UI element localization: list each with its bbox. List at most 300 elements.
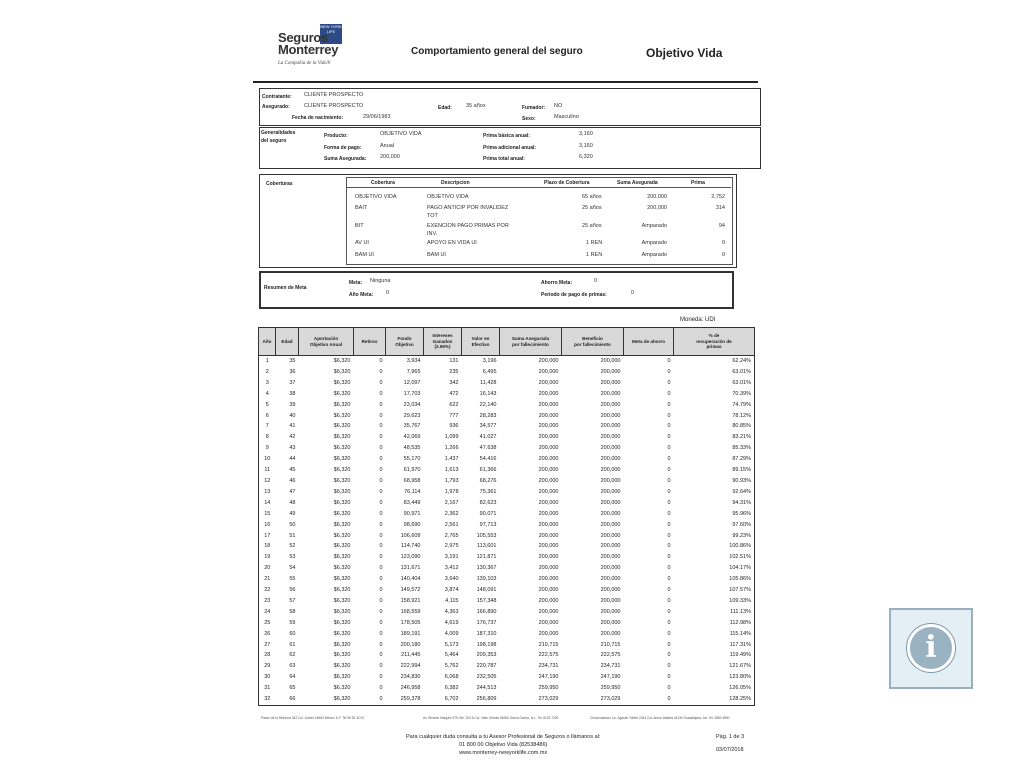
table-cell: $6,320 bbox=[333, 521, 351, 528]
table-cell: 48 bbox=[289, 499, 296, 506]
table-cell: $6,320 bbox=[333, 456, 351, 463]
table-cell: 2,561 bbox=[444, 521, 459, 528]
table-cell: 1,978 bbox=[444, 488, 459, 495]
table-cell: 0 bbox=[379, 543, 383, 550]
header-rule bbox=[253, 81, 758, 83]
cov-row-cobertura: BAIT bbox=[355, 205, 368, 211]
table-cell: 90.93% bbox=[732, 477, 751, 484]
table-row bbox=[259, 650, 755, 661]
table-cell: 119.49% bbox=[729, 652, 751, 659]
table-cell: $6,320 bbox=[333, 445, 351, 452]
table-cell: 1,613 bbox=[444, 467, 459, 474]
table-cell: 56 bbox=[289, 587, 296, 594]
table-cell: 54,416 bbox=[479, 456, 497, 463]
table-cell: 11 bbox=[264, 467, 271, 474]
table-cell: 23 bbox=[264, 597, 271, 604]
table-cell: 63.01% bbox=[732, 368, 751, 375]
table-cell: 42,069 bbox=[403, 434, 421, 441]
table-cell: 90,071 bbox=[479, 510, 497, 517]
table-cell: 13 bbox=[264, 488, 271, 495]
table-cell: 0 bbox=[667, 685, 671, 692]
table-cell: $6,320 bbox=[333, 587, 351, 594]
table-cell: 55,170 bbox=[403, 456, 421, 463]
table-cell: 0 bbox=[379, 445, 383, 452]
table-cell: 0 bbox=[379, 641, 383, 648]
table-cell: 83,449 bbox=[403, 499, 421, 506]
asegurado-value: CLIENTE PROSPECTO bbox=[304, 103, 364, 109]
table-cell: 0 bbox=[379, 532, 383, 539]
table-cell: 200,000 bbox=[538, 445, 559, 452]
table-cell: 68,276 bbox=[479, 477, 497, 484]
column-header: Edad bbox=[276, 328, 299, 356]
table-cell: 189,191 bbox=[400, 630, 421, 637]
cov-row-descripcion: BAM UI bbox=[427, 252, 446, 258]
table-cell: 3 bbox=[265, 379, 269, 386]
table-cell: 234,731 bbox=[538, 663, 559, 670]
table-cell: 198,198 bbox=[476, 641, 497, 648]
cov-row-plazo: 1 REN bbox=[586, 240, 603, 246]
forma-pago-value: Anual bbox=[380, 143, 395, 149]
table-cell: 23,034 bbox=[403, 401, 421, 408]
table-cell: 0 bbox=[667, 576, 671, 583]
table-cell: 39 bbox=[289, 401, 296, 408]
page-number: Pág. 1 de 3 bbox=[716, 734, 745, 740]
table-cell: 35 bbox=[289, 358, 296, 364]
table-cell: 0 bbox=[379, 587, 383, 594]
table-cell: 0 bbox=[667, 674, 671, 681]
table-cell: 176,737 bbox=[476, 619, 497, 626]
table-cell: 5,173 bbox=[444, 641, 459, 648]
table-cell: 19 bbox=[264, 554, 271, 561]
document-title: Comportamiento general del seguro bbox=[411, 46, 583, 57]
cov-row-descripcion-cont: INV. bbox=[427, 231, 438, 237]
table-cell: 59 bbox=[289, 619, 296, 626]
table-cell: 0 bbox=[667, 554, 671, 561]
table-cell: 94.31% bbox=[732, 499, 751, 506]
table-cell: 158,921 bbox=[400, 597, 421, 604]
table-cell: 7 bbox=[265, 423, 269, 430]
table-cell: 28 bbox=[264, 652, 271, 659]
table-cell: 4,115 bbox=[445, 597, 459, 604]
table-cell: $6,320 bbox=[333, 390, 351, 397]
table-cell: 273,029 bbox=[600, 696, 621, 703]
table-cell: 200,000 bbox=[538, 510, 559, 517]
table-cell: 68,958 bbox=[403, 477, 421, 484]
table-cell: $6,320 bbox=[333, 358, 351, 364]
asegurado-label: Asegurado: bbox=[262, 104, 290, 110]
prima-total-value: 6,320 bbox=[579, 154, 593, 160]
table-cell: 0 bbox=[667, 390, 671, 397]
table-cell: 0 bbox=[379, 390, 383, 397]
table-cell: 37 bbox=[289, 379, 296, 386]
column-header: Beneficio por fallecimiento bbox=[562, 328, 624, 356]
meta-section-label: Resumen de Meta bbox=[264, 285, 307, 291]
table-cell: 0 bbox=[667, 423, 671, 430]
table-cell: 97.60% bbox=[732, 521, 751, 528]
column-header: Meta de ahorro bbox=[624, 328, 674, 356]
table-cell: 200,000 bbox=[538, 358, 559, 364]
footer-contact-line-1: Para cualquier duda consulta a tu Asesor Profesional de Seguros o llámanos al: bbox=[406, 734, 601, 740]
table-row bbox=[259, 356, 755, 367]
table-row bbox=[259, 596, 755, 607]
table-cell: 42 bbox=[289, 434, 296, 441]
table-cell: 0 bbox=[667, 467, 671, 474]
table-cell: 200,000 bbox=[538, 488, 559, 495]
table-cell: 472 bbox=[449, 390, 459, 397]
footer-phone: 01 800 00 Objetivo Vida (82538486) bbox=[459, 742, 548, 748]
table-cell: $6,320 bbox=[333, 576, 351, 583]
table-cell: 273,029 bbox=[538, 696, 559, 703]
cov-header-suma: Suma Asegurada bbox=[617, 180, 658, 186]
table-cell: 168,559 bbox=[400, 608, 421, 615]
table-cell: 200,000 bbox=[600, 499, 621, 506]
table-row bbox=[259, 640, 755, 651]
cov-row-cobertura: OBJETIVO VIDA bbox=[355, 194, 397, 200]
table-cell: $6,320 bbox=[333, 412, 351, 419]
table-cell: 200,000 bbox=[538, 423, 559, 430]
table-cell: 26 bbox=[264, 630, 271, 637]
table-cell: 76,114 bbox=[404, 488, 421, 495]
prima-total-label: Prima total anual: bbox=[483, 156, 525, 162]
table-cell: 4,619 bbox=[444, 619, 459, 626]
table-cell: 0 bbox=[667, 521, 671, 528]
table-row bbox=[259, 465, 755, 476]
table-cell: 200,000 bbox=[538, 608, 559, 615]
table-cell: $6,320 bbox=[333, 379, 351, 386]
table-cell: 121,871 bbox=[476, 554, 497, 561]
table-cell: 16,143 bbox=[479, 390, 497, 397]
table-cell: $6,320 bbox=[333, 685, 351, 692]
logo-line-1: Seguros bbox=[278, 30, 328, 45]
table-cell: 47 bbox=[289, 488, 296, 495]
table-cell: 0 bbox=[379, 630, 383, 637]
cov-row-prima: 0 bbox=[721, 252, 725, 258]
producto-label: Producto: bbox=[324, 133, 348, 139]
table-cell: 27 bbox=[264, 641, 271, 648]
table-cell: 200,000 bbox=[600, 401, 621, 408]
table-cell: 111.13% bbox=[730, 608, 751, 615]
table-cell: 102.51% bbox=[729, 554, 751, 561]
table-cell: 0 bbox=[667, 587, 671, 594]
table-row bbox=[259, 411, 755, 422]
table-cell: 63 bbox=[289, 663, 296, 670]
table-cell: 64 bbox=[289, 674, 296, 681]
table-cell: 36 bbox=[289, 368, 296, 375]
table-cell: 1,099 bbox=[444, 434, 459, 441]
table-cell: $6,320 bbox=[333, 510, 351, 517]
table-cell: 38 bbox=[289, 390, 296, 397]
suma-asegurada-label: Suma Asegurada: bbox=[324, 156, 367, 162]
table-cell: 41,027 bbox=[479, 434, 497, 441]
table-cell: 149,572 bbox=[400, 587, 421, 594]
table-cell: 25 bbox=[264, 619, 271, 626]
table-cell: 178,505 bbox=[400, 619, 421, 626]
table-cell: 0 bbox=[379, 597, 383, 604]
table-cell: 47,638 bbox=[479, 445, 497, 452]
nacimiento-label: Fecha de nacimiento: bbox=[292, 115, 344, 121]
cov-header-prima: Prima bbox=[691, 180, 705, 186]
column-header: Intereses Ganados (2.65%) bbox=[424, 328, 462, 356]
product-title: Objetivo Vida bbox=[646, 46, 723, 60]
table-cell: 46 bbox=[289, 477, 296, 484]
table-cell: 109.33% bbox=[729, 597, 751, 604]
table-cell: 200,000 bbox=[538, 368, 559, 375]
table-row bbox=[259, 509, 755, 520]
table-cell: 5,762 bbox=[444, 663, 459, 670]
table-cell: 200,000 bbox=[538, 630, 559, 637]
table-cell: 0 bbox=[379, 619, 383, 626]
table-cell: 123,090 bbox=[400, 554, 421, 561]
table-cell: 200,000 bbox=[600, 390, 621, 397]
table-cell: 200,000 bbox=[600, 597, 621, 604]
table-cell: 200,000 bbox=[538, 576, 559, 583]
suma-asegurada-value: 200,000 bbox=[380, 154, 400, 160]
table-cell: 222,575 bbox=[600, 652, 621, 659]
table-cell: 99.23% bbox=[732, 532, 751, 539]
table-cell: 0 bbox=[667, 445, 671, 452]
table-cell: 90,971 bbox=[403, 510, 421, 517]
table-cell: 95.96% bbox=[732, 510, 751, 517]
table-cell: 936 bbox=[449, 423, 459, 430]
table-cell: 18 bbox=[264, 543, 271, 550]
table-cell: 0 bbox=[379, 434, 383, 441]
table-cell: 0 bbox=[379, 576, 383, 583]
table-row bbox=[259, 683, 755, 694]
table-cell: $6,320 bbox=[333, 423, 351, 430]
table-cell: 24 bbox=[264, 608, 271, 615]
info-button[interactable] bbox=[889, 608, 973, 689]
table-row bbox=[259, 367, 755, 378]
logo-mark: NEW YORK LIFE bbox=[320, 24, 342, 44]
cov-row-plazo: 25 años bbox=[582, 223, 602, 229]
logo-tagline: La Compañía de la Vida® bbox=[278, 61, 331, 66]
ahorro-meta-label: Ahorro Meta: bbox=[541, 280, 573, 286]
table-cell: 0 bbox=[667, 477, 671, 484]
table-cell: 63.01% bbox=[732, 379, 751, 386]
table-cell: 187,310 bbox=[476, 630, 497, 637]
table-cell: 200,000 bbox=[538, 543, 559, 550]
table-cell: 4 bbox=[265, 390, 269, 397]
table-cell: 200,000 bbox=[600, 565, 621, 572]
table-cell: 100.86% bbox=[729, 543, 751, 550]
table-cell: 200,000 bbox=[538, 379, 559, 386]
footer-page-info bbox=[716, 731, 744, 757]
table-cell: 97,713 bbox=[479, 521, 497, 528]
table-cell: 115.14% bbox=[729, 630, 751, 637]
coberturas-label: Coberturas bbox=[266, 181, 293, 187]
table-cell: $6,320 bbox=[333, 401, 351, 408]
table-cell: 21 bbox=[264, 576, 271, 583]
table-cell: 3,412 bbox=[444, 565, 459, 572]
table-row bbox=[259, 541, 755, 552]
table-cell: 83.21% bbox=[732, 434, 751, 441]
table-cell: 0 bbox=[667, 597, 671, 604]
table-cell: 3,196 bbox=[482, 358, 497, 364]
cov-row-descripcion: OBJETIVO VIDA bbox=[427, 194, 469, 200]
table-cell: $6,320 bbox=[333, 608, 351, 615]
table-cell: 29 bbox=[264, 663, 271, 670]
table-cell: 0 bbox=[379, 477, 383, 484]
table-row bbox=[259, 432, 755, 443]
table-cell: $6,320 bbox=[333, 467, 351, 474]
cov-header-descripcion: Descripcion bbox=[441, 180, 470, 186]
table-cell: 0 bbox=[379, 652, 383, 659]
table-cell: 66 bbox=[289, 696, 296, 703]
table-cell: 200,000 bbox=[538, 401, 559, 408]
table-cell: 0 bbox=[667, 543, 671, 550]
table-cell: 2,765 bbox=[444, 532, 459, 539]
table-cell: 50 bbox=[289, 521, 296, 528]
table-cell: 114,740 bbox=[401, 543, 421, 550]
projection-table bbox=[258, 327, 755, 706]
coberturas-table bbox=[346, 177, 733, 265]
table-cell: 200,000 bbox=[538, 499, 559, 506]
document-date: 03/07/2018 bbox=[716, 747, 744, 753]
ahorro-meta-value: 0 bbox=[594, 278, 598, 284]
table-row bbox=[259, 563, 755, 574]
cov-row-descripcion: APOYO EN VIDA UI bbox=[427, 240, 477, 246]
table-cell: 9 bbox=[265, 445, 269, 452]
table-cell: 200,000 bbox=[600, 630, 621, 637]
table-row bbox=[259, 574, 755, 585]
table-cell: $6,320 bbox=[333, 630, 351, 637]
table-cell: 105,553 bbox=[476, 532, 497, 539]
edad-value: 35 años bbox=[466, 103, 486, 109]
table-cell: 0 bbox=[667, 532, 671, 539]
table-cell: 57 bbox=[289, 597, 296, 604]
table-cell: 20 bbox=[264, 565, 271, 572]
table-cell: 200,000 bbox=[538, 390, 559, 397]
table-cell: $6,320 bbox=[333, 619, 351, 626]
table-cell: $6,320 bbox=[333, 641, 351, 648]
table-cell: 200,000 bbox=[538, 521, 559, 528]
table-cell: 200,000 bbox=[600, 358, 621, 364]
fumador-value: NO bbox=[554, 103, 563, 109]
cov-row-plazo: 25 años bbox=[582, 205, 602, 211]
table-cell: 17,703 bbox=[403, 390, 421, 397]
table-cell: 209,353 bbox=[476, 652, 497, 659]
table-cell: $6,320 bbox=[333, 434, 351, 441]
footer-contact bbox=[406, 733, 600, 757]
table-row bbox=[259, 498, 755, 509]
prima-adicional-label: Prima adicional anual: bbox=[483, 145, 537, 151]
table-cell: 75,361 bbox=[479, 488, 497, 495]
table-cell: 0 bbox=[379, 401, 383, 408]
table-cell: 0 bbox=[379, 368, 383, 375]
table-cell: 54 bbox=[289, 565, 296, 572]
table-row bbox=[259, 389, 755, 400]
table-cell: 11,428 bbox=[480, 379, 497, 386]
prima-adicional-value: 3,160 bbox=[579, 143, 593, 149]
table-cell: 234,731 bbox=[600, 663, 621, 670]
table-row bbox=[259, 552, 755, 563]
table-cell: 14 bbox=[264, 499, 271, 506]
table-cell: $6,320 bbox=[333, 565, 351, 572]
table-cell: 3,640 bbox=[444, 576, 459, 583]
table-cell: 140,404 bbox=[400, 576, 421, 583]
table-cell: 0 bbox=[667, 488, 671, 495]
table-cell: 61,366 bbox=[479, 467, 497, 474]
table-cell: $6,320 bbox=[333, 696, 351, 703]
table-cell: 1 bbox=[265, 358, 269, 364]
table-cell: 200,000 bbox=[600, 412, 621, 419]
table-cell: 200,000 bbox=[538, 467, 559, 474]
table-cell: 48,535 bbox=[403, 445, 421, 452]
table-cell: 89.15% bbox=[732, 467, 751, 474]
cov-row-cobertura: BIT bbox=[355, 223, 364, 229]
cov-header-cobertura: Cobertura bbox=[371, 180, 395, 186]
column-header: Valor en Efectivo bbox=[462, 328, 500, 356]
cov-row-descripcion-cont: TOT bbox=[427, 213, 438, 219]
table-cell: 0 bbox=[667, 696, 671, 703]
table-cell: 259,950 bbox=[538, 685, 559, 692]
table-row bbox=[259, 629, 755, 640]
footer-website[interactable]: www.monterrey-newyorklife.com.mx bbox=[459, 750, 548, 756]
table-cell: $6,320 bbox=[333, 368, 351, 375]
column-header: % de recuperación de primas bbox=[674, 328, 755, 356]
table-cell: 200,000 bbox=[538, 597, 559, 604]
table-cell: 0 bbox=[667, 663, 671, 670]
table-cell: 0 bbox=[379, 423, 383, 430]
table-cell: 70.39% bbox=[732, 390, 751, 397]
table-cell: $6,320 bbox=[333, 674, 351, 681]
info-icon: i bbox=[907, 624, 955, 672]
table-row bbox=[259, 694, 755, 705]
table-cell: $6,320 bbox=[333, 477, 351, 484]
table-cell: 22,140 bbox=[479, 401, 497, 408]
column-header: Año bbox=[259, 328, 276, 356]
table-cell: 8 bbox=[265, 434, 269, 441]
fumador-label: Fumador: bbox=[522, 105, 546, 111]
table-cell: 6,702 bbox=[444, 696, 459, 703]
table-cell: 82,623 bbox=[479, 499, 497, 506]
table-cell: 0 bbox=[379, 499, 383, 506]
table-cell: 234,830 bbox=[400, 674, 421, 681]
table-cell: 12 bbox=[264, 477, 271, 484]
table-cell: 200,000 bbox=[600, 456, 621, 463]
table-cell: 55 bbox=[289, 576, 296, 583]
general-section-label-2: del seguro bbox=[261, 138, 287, 144]
table-cell: 247,190 bbox=[538, 674, 559, 681]
table-cell: 3,191 bbox=[444, 554, 459, 561]
table-cell: 123.80% bbox=[729, 674, 751, 681]
table-cell: 106,609 bbox=[400, 532, 421, 539]
table-cell: 139,103 bbox=[476, 576, 497, 583]
table-cell: 62 bbox=[289, 652, 296, 659]
table-row bbox=[259, 585, 755, 596]
table-cell: 126.05% bbox=[729, 685, 751, 692]
meta-label: Meta: bbox=[349, 280, 363, 286]
table-row bbox=[259, 421, 755, 432]
table-cell: 121.67% bbox=[729, 663, 751, 670]
table-cell: 45 bbox=[289, 467, 296, 474]
edad-label: Edad: bbox=[438, 105, 452, 111]
table-row bbox=[259, 476, 755, 487]
moneda-label: Moneda: UDI bbox=[680, 317, 716, 323]
table-cell: 0 bbox=[379, 510, 383, 517]
table-row bbox=[259, 378, 755, 389]
meta-value: Ninguna bbox=[370, 278, 391, 284]
table-cell: 232,505 bbox=[476, 674, 497, 681]
forma-pago-label: Forma de pago: bbox=[324, 145, 362, 151]
contratante-value: CLIENTE PROSPECTO bbox=[304, 92, 364, 98]
table-cell: 0 bbox=[667, 379, 671, 386]
table-cell: 6,382 bbox=[444, 685, 459, 692]
coberturas-header-rule bbox=[347, 187, 731, 188]
table-cell: 58 bbox=[289, 608, 296, 615]
table-cell: 259,950 bbox=[600, 685, 621, 692]
cov-row-suma: 200,000 bbox=[647, 194, 667, 200]
